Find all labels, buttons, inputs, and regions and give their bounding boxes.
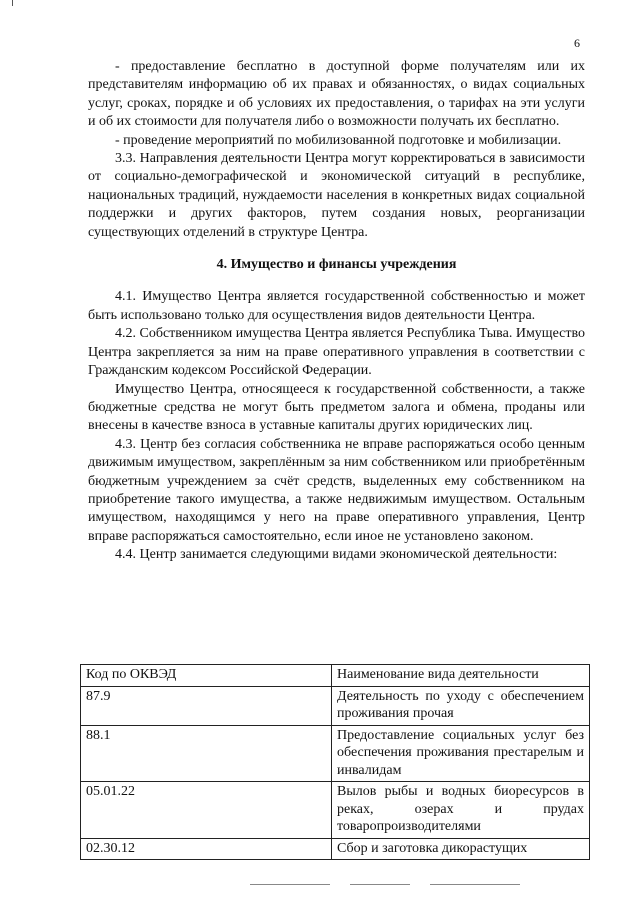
table-cell-code: 87.9 [81,686,332,725]
table-row [81,725,590,782]
paragraph: 4.1. Имущество Центра является государственной собственностью и может быть использовано только для осуществления видов деятельности Центра. [88,289,585,323]
table-cell-name: Предоставление социальных услуг без обеспечения проживания престарелым и инвалидам [332,725,590,782]
table-header-cell: Код по ОКВЭД [81,665,332,687]
paragraph: 4.3. Центр без согласия собственника не вправе распоряжаться особо ценным движимым имуществом, закреплённым за ним собственником или приобретённым бюджетным учреждением за счёт средств, выделенных ему собственником на приобретение такого имущества, а также недвижимым имуществом. Остальным имуществом, находящимся у него на праве оперативного управления, Центр вправе распоряжаться самостоятельно, если иное не установлено законом. [88,436,585,544]
paragraph: - предоставление бесплатно в доступной форме получателям или их представителям информацию об их правах и обязанностях, о видах социальных услуг, сроках, порядке и об условиях их предоставления, о тарифах на эти услуги и об их стоимости для получателя либо о возможности получать их бесплатно. [88,59,585,130]
table-row [81,838,590,860]
table-cell-name: Сбор и заготовка дикорастущих [332,838,590,860]
table-cell-code: 05.01.22 [81,782,332,839]
table-cell-code: 02.30.12 [81,838,332,860]
paragraph: 4.2. Собственником имущества Центра является Республика Тыва. Имущество Центра закрепляется за ним на праве оперативного управления в соответствии с Гражданским кодексом Российской Федерации. [88,326,585,379]
table-row [81,782,590,839]
table-cell-code: 88.1 [81,725,332,782]
document-body [88,58,585,565]
paragraph: 4.4. Центр занимается следующими видами экономической деятельности: [115,547,558,563]
paragraph: Имущество Центра, относящееся к государственной собственности, а также бюджетные средства не могут быть предметом залога и обмена, проданы или внесены в качестве взноса в уставные капиталы других юридических лиц. [88,381,585,434]
paragraph: - проведение мероприятий по мобилизованной подготовке и мобилизации. [115,132,562,148]
section-heading: 4. Имущество и финансы учреждения [216,257,457,273]
scan-artifact-line [430,884,520,885]
table-row [81,686,590,725]
page-number: 6 [574,36,580,50]
table-cell-name: Вылов рыбы и водных биоресурсов в реках, озерах и прудах товаропроизводителями [332,782,590,839]
scan-artifact-line [350,884,410,885]
okved-table [80,664,590,860]
table-header-row [81,665,590,687]
table-header-cell: Наименование вида деятельности [332,665,590,687]
table-cell-name: Деятельность по уходу с обеспечением проживания прочая [332,686,590,725]
paragraph: 3.3. Направления деятельности Центра могут корректироваться в зависимости от социально-демографической и экономической ситуаций в республике, национальных традиций, нуждаемости населения в конкретных видах социальной поддержки и других факторов, путем создания новых, реорганизации существующих отделений в структуре Центра. [88,151,585,240]
scan-mark [12,0,13,6]
scan-artifact-line [250,884,330,885]
